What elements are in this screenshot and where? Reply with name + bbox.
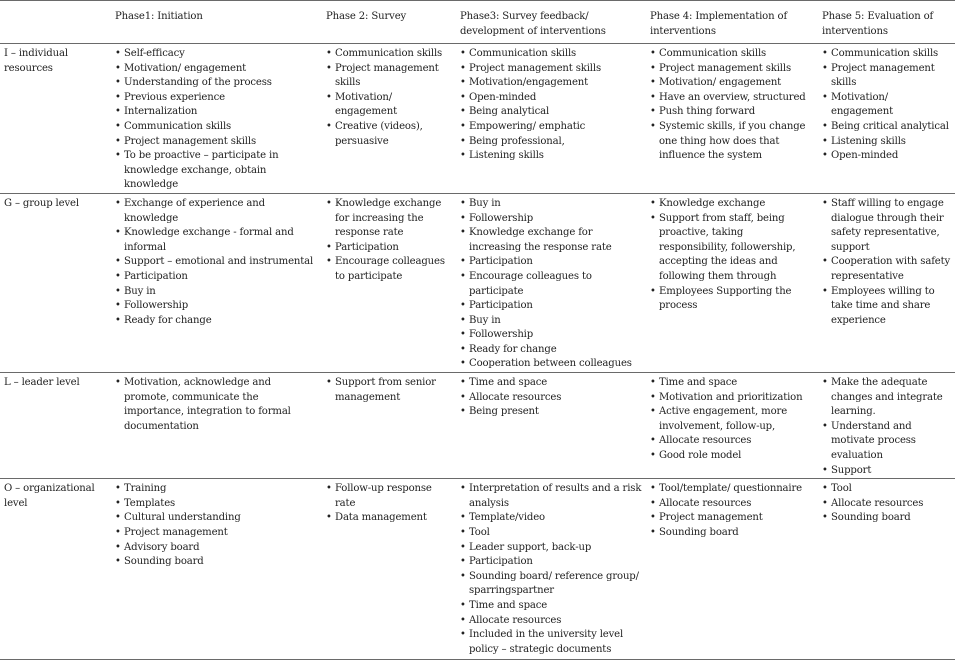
list-item: • Sounding board bbox=[115, 555, 318, 570]
list-item: • Communication skills bbox=[460, 47, 642, 62]
list-item: • Employees Supporting the process bbox=[650, 285, 814, 314]
list-item: • Cooperation between colleagues bbox=[460, 357, 642, 372]
bullet-list bbox=[650, 197, 814, 314]
list-item: • Allocate resources bbox=[822, 497, 951, 512]
header-phase-5: Phase 5: Evaluation of interventions bbox=[818, 1, 955, 44]
table-cell bbox=[456, 479, 646, 660]
header-row-label bbox=[0, 1, 111, 44]
list-item: • Encourage colleagues to participate bbox=[326, 255, 452, 284]
list-item: • Project management skills bbox=[650, 62, 814, 77]
list-item: • Sounding board/ reference group/ sparringspartner bbox=[460, 570, 642, 599]
list-item: • Project management skills bbox=[115, 135, 318, 150]
row-label-individual: I – individual resources bbox=[0, 44, 111, 194]
list-item: • Participation bbox=[460, 299, 642, 314]
table-cell bbox=[818, 373, 955, 479]
list-item: • Motivation, acknowledge and promote, communicate the importance, integration to formal documentation bbox=[115, 376, 318, 434]
list-item: • Participation bbox=[460, 255, 642, 270]
list-item: • Buy in bbox=[460, 314, 642, 329]
header-phase-1: Phase1: Initiation bbox=[111, 1, 322, 44]
list-item: • Interpretation of results and a risk analysis bbox=[460, 482, 642, 511]
table-cell bbox=[322, 373, 456, 479]
list-item: • Time and space bbox=[460, 376, 642, 391]
header-phase-4: Phase 4: Implementation of interventions bbox=[646, 1, 818, 44]
list-item: • Being professional, bbox=[460, 135, 642, 150]
list-item: • Open-minded bbox=[822, 149, 951, 164]
table-cell bbox=[646, 44, 818, 194]
row-label-group: G – group level bbox=[0, 193, 111, 372]
bullet-list bbox=[115, 197, 318, 328]
list-item: • Included in the university level policy – strategic documents bbox=[460, 628, 642, 657]
list-item: • Self-efficacy bbox=[115, 47, 318, 62]
row-label-leader: L – leader level bbox=[0, 373, 111, 479]
list-item: • Motivation and prioritization bbox=[650, 391, 814, 406]
list-item: • Data management bbox=[326, 511, 452, 526]
bullet-list bbox=[326, 47, 452, 149]
table-row-leader bbox=[0, 373, 955, 479]
list-item: • To be proactive – participate in knowledge exchange, obtain knowledge bbox=[115, 149, 318, 193]
list-item: • Make the adequate changes and integrate learning. bbox=[822, 376, 951, 420]
bullet-list bbox=[822, 376, 951, 478]
table-row-organizational bbox=[0, 479, 955, 660]
list-item: • Have an overview, structured bbox=[650, 91, 814, 106]
table-cell bbox=[111, 193, 322, 372]
list-item: • Tool/template/ questionnaire bbox=[650, 482, 814, 497]
bullet-list bbox=[650, 376, 814, 464]
list-item: • Ready for change bbox=[115, 314, 318, 329]
list-item: • Project management skills bbox=[460, 62, 642, 77]
list-item: • Allocate resources bbox=[460, 391, 642, 406]
table-cell bbox=[322, 193, 456, 372]
list-item: • Followership bbox=[460, 328, 642, 343]
list-item: • Support from senior management bbox=[326, 376, 452, 405]
list-item: • Time and space bbox=[460, 599, 642, 614]
table-cell bbox=[322, 479, 456, 660]
list-item: • Participation bbox=[326, 241, 452, 256]
list-item: • Active engagement, more involvement, follow-up, bbox=[650, 405, 814, 434]
bullet-list bbox=[115, 376, 318, 434]
header-phase-2: Phase 2: Survey bbox=[322, 1, 456, 44]
bullet-list bbox=[650, 47, 814, 164]
table-cell bbox=[456, 373, 646, 479]
table-cell bbox=[111, 44, 322, 194]
bullet-list bbox=[460, 482, 642, 657]
list-item: • Knowledge exchange - formal and informal bbox=[115, 226, 318, 255]
list-item: • Being critical analytical bbox=[822, 120, 951, 135]
list-item: • Allocate resources bbox=[650, 434, 814, 449]
bullet-list bbox=[650, 482, 814, 540]
list-item: • Systemic skills, if you change one thing how does that influence the system bbox=[650, 120, 814, 164]
table-cell bbox=[818, 193, 955, 372]
bullet-list bbox=[822, 197, 951, 328]
list-item: • Time and space bbox=[650, 376, 814, 391]
list-item: • Communication skills bbox=[326, 47, 452, 62]
list-item: • Follow-up response rate bbox=[326, 482, 452, 511]
table-row-individual bbox=[0, 44, 955, 194]
table-cell bbox=[818, 44, 955, 194]
table-cell bbox=[646, 373, 818, 479]
list-item: • Internalization bbox=[115, 105, 318, 120]
header-row bbox=[0, 1, 955, 44]
list-item: • Motivation/ engagement bbox=[115, 62, 318, 77]
table-cell bbox=[456, 193, 646, 372]
list-item: • Being present bbox=[460, 405, 642, 420]
list-item: • Motivation/ engagement bbox=[326, 91, 452, 120]
list-item: • Allocate resources bbox=[460, 614, 642, 629]
list-item: • Understand and motivate process evaluation bbox=[822, 420, 951, 464]
list-item: • Knowledge exchange bbox=[650, 197, 814, 212]
bullet-list bbox=[822, 482, 951, 526]
list-item: • Support bbox=[822, 464, 951, 479]
list-item: • Communication skills bbox=[115, 120, 318, 135]
list-item: • Communication skills bbox=[822, 47, 951, 62]
list-item: • Project management skills bbox=[822, 62, 951, 91]
list-item: • Knowledge exchange for increasing the response rate bbox=[460, 226, 642, 255]
bullet-list bbox=[326, 376, 452, 405]
list-item: • Participation bbox=[460, 555, 642, 570]
row-label-organizational: O – organizational level bbox=[0, 479, 111, 660]
list-item: • Leader support, back-up bbox=[460, 541, 642, 556]
table-cell bbox=[322, 44, 456, 194]
table-cell bbox=[818, 479, 955, 660]
list-item: • Training bbox=[115, 482, 318, 497]
list-item: • Cultural understanding bbox=[115, 511, 318, 526]
list-item: • Motivation/engagement bbox=[460, 76, 642, 91]
bullet-list bbox=[115, 482, 318, 570]
list-item: • Good role model bbox=[650, 449, 814, 464]
list-item: • Motivation/ engagement bbox=[822, 91, 951, 120]
list-item: • Listening skills bbox=[822, 135, 951, 150]
list-item: • Employees willing to take time and share experience bbox=[822, 285, 951, 329]
list-item: • Tool bbox=[822, 482, 951, 497]
list-item: • Push thing forward bbox=[650, 105, 814, 120]
list-item: • Knowledge exchange for increasing the response rate bbox=[326, 197, 452, 241]
list-item: • Tool bbox=[460, 526, 642, 541]
list-item: • Project management bbox=[115, 526, 318, 541]
bullet-list bbox=[460, 197, 642, 372]
list-item: • Being analytical bbox=[460, 105, 642, 120]
list-item: • Cooperation with safety representative bbox=[822, 255, 951, 284]
table-cell bbox=[456, 44, 646, 194]
list-item: • Templates bbox=[115, 497, 318, 512]
list-item: • Sounding board bbox=[650, 526, 814, 541]
bullet-list bbox=[115, 47, 318, 193]
list-item: • Support – emotional and instrumental bbox=[115, 255, 318, 270]
list-item: • Allocate resources bbox=[650, 497, 814, 512]
list-item: • Creative (videos), persuasive bbox=[326, 120, 452, 149]
bullet-list bbox=[460, 376, 642, 420]
list-item: • Project management skills bbox=[326, 62, 452, 91]
list-item: • Motivation/ engagement bbox=[650, 76, 814, 91]
list-item: • Staff willing to engage dialogue through their safety representative, support bbox=[822, 197, 951, 255]
bullet-list bbox=[822, 47, 951, 164]
list-item: • Advisory board bbox=[115, 541, 318, 556]
list-item: • Template/video bbox=[460, 511, 642, 526]
table-cell bbox=[646, 479, 818, 660]
bullet-list bbox=[326, 197, 452, 285]
list-item: • Listening skills bbox=[460, 149, 642, 164]
list-item: • Empowering/ emphatic bbox=[460, 120, 642, 135]
list-item: • Buy in bbox=[115, 285, 318, 300]
list-item: • Understanding of the process bbox=[115, 76, 318, 91]
list-item: • Participation bbox=[115, 270, 318, 285]
list-item: • Sounding board bbox=[822, 511, 951, 526]
list-item: • Project management bbox=[650, 511, 814, 526]
bullet-list bbox=[326, 482, 452, 526]
list-item: • Exchange of experience and knowledge bbox=[115, 197, 318, 226]
table-cell bbox=[646, 193, 818, 372]
list-item: • Support from staff, being proactive, taking responsibility, followership, accepting the ideas and following them through bbox=[650, 212, 814, 285]
bullet-list bbox=[460, 47, 642, 164]
list-item: • Followership bbox=[115, 299, 318, 314]
list-item: • Ready for change bbox=[460, 343, 642, 358]
table-row-group bbox=[0, 193, 955, 372]
list-item: • Open-minded bbox=[460, 91, 642, 106]
table-cell bbox=[111, 373, 322, 479]
list-item: • Communication skills bbox=[650, 47, 814, 62]
list-item: • Encourage colleagues to participate bbox=[460, 270, 642, 299]
list-item: • Previous experience bbox=[115, 91, 318, 106]
header-phase-3: Phase3: Survey feedback/ development of interventions bbox=[456, 1, 646, 44]
list-item: • Buy in bbox=[460, 197, 642, 212]
table-cell bbox=[111, 479, 322, 660]
list-item: • Followership bbox=[460, 212, 642, 227]
